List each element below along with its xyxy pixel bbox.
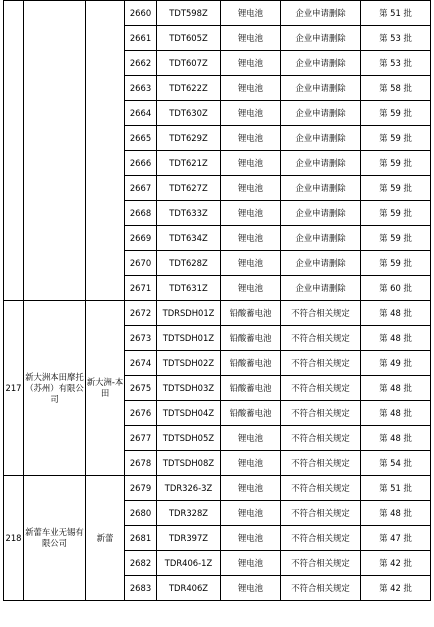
reason-cell: 不符合相关规定 xyxy=(281,426,361,451)
battery-type-cell: 锂电池 xyxy=(221,51,281,76)
row-number-cell: 2665 xyxy=(125,126,157,151)
reason-cell: 不符合相关规定 xyxy=(281,551,361,576)
batch-cell: 第 51 批 xyxy=(361,1,431,26)
batch-cell: 第 54 批 xyxy=(361,451,431,476)
reason-cell: 企业申请删除 xyxy=(281,176,361,201)
battery-type-cell: 锂电池 xyxy=(221,151,281,176)
brand-cell xyxy=(86,1,125,301)
table-row xyxy=(4,476,431,501)
company-cell: 新大洲本田摩托（苏州）有限公司 xyxy=(24,301,86,476)
seq-cell: 218 xyxy=(4,476,24,601)
row-number-cell: 2670 xyxy=(125,251,157,276)
batch-cell: 第 42 批 xyxy=(361,576,431,601)
model-cell: TDR406-1Z xyxy=(157,551,221,576)
row-number-cell: 2675 xyxy=(125,376,157,401)
row-number-cell: 2672 xyxy=(125,301,157,326)
battery-type-cell: 铅酸蓄电池 xyxy=(221,351,281,376)
row-number-cell: 2679 xyxy=(125,476,157,501)
battery-type-cell: 锂电池 xyxy=(221,501,281,526)
model-cell: TDTSDH03Z xyxy=(157,376,221,401)
reason-cell: 企业申请删除 xyxy=(281,226,361,251)
batch-cell: 第 48 批 xyxy=(361,501,431,526)
row-number-cell: 2681 xyxy=(125,526,157,551)
table-row xyxy=(4,1,431,26)
row-number-cell: 2682 xyxy=(125,551,157,576)
battery-type-cell: 铅酸蓄电池 xyxy=(221,326,281,351)
row-number-cell: 2678 xyxy=(125,451,157,476)
reason-cell: 不符合相关规定 xyxy=(281,451,361,476)
reason-cell: 不符合相关规定 xyxy=(281,351,361,376)
model-cell: TDT607Z xyxy=(157,51,221,76)
batch-cell: 第 48 批 xyxy=(361,376,431,401)
model-cell: TDR397Z xyxy=(157,526,221,551)
row-number-cell: 2683 xyxy=(125,576,157,601)
batch-cell: 第 59 批 xyxy=(361,176,431,201)
batch-cell: 第 47 批 xyxy=(361,526,431,551)
model-cell: TDT631Z xyxy=(157,276,221,301)
row-number-cell: 2674 xyxy=(125,351,157,376)
table-row xyxy=(4,301,431,326)
model-cell: TDT630Z xyxy=(157,101,221,126)
model-cell: TDT633Z xyxy=(157,201,221,226)
battery-type-cell: 锂电池 xyxy=(221,176,281,201)
batch-cell: 第 48 批 xyxy=(361,426,431,451)
brand-cell: 新大洲-本田 xyxy=(86,301,125,476)
battery-type-cell: 锂电池 xyxy=(221,201,281,226)
reason-cell: 不符合相关规定 xyxy=(281,501,361,526)
battery-type-cell: 锂电池 xyxy=(221,76,281,101)
table-body xyxy=(4,1,431,601)
batch-cell: 第 49 批 xyxy=(361,351,431,376)
batch-cell: 第 59 批 xyxy=(361,201,431,226)
battery-type-cell: 锂电池 xyxy=(221,26,281,51)
row-number-cell: 2660 xyxy=(125,1,157,26)
model-cell: TDT605Z xyxy=(157,26,221,51)
battery-type-cell: 锂电池 xyxy=(221,276,281,301)
model-cell: TDT627Z xyxy=(157,176,221,201)
batch-cell: 第 53 批 xyxy=(361,26,431,51)
battery-type-cell: 锂电池 xyxy=(221,126,281,151)
batch-cell: 第 60 批 xyxy=(361,276,431,301)
reason-cell: 企业申请删除 xyxy=(281,1,361,26)
row-number-cell: 2673 xyxy=(125,326,157,351)
model-cell: TDR326-3Z xyxy=(157,476,221,501)
row-number-cell: 2669 xyxy=(125,226,157,251)
model-cell: TDTSDH05Z xyxy=(157,426,221,451)
reason-cell: 企业申请删除 xyxy=(281,76,361,101)
battery-type-cell: 锂电池 xyxy=(221,101,281,126)
reason-cell: 不符合相关规定 xyxy=(281,301,361,326)
row-number-cell: 2662 xyxy=(125,51,157,76)
row-number-cell: 2676 xyxy=(125,401,157,426)
reason-cell: 不符合相关规定 xyxy=(281,376,361,401)
model-cell: TDTSDH02Z xyxy=(157,351,221,376)
reason-cell: 不符合相关规定 xyxy=(281,526,361,551)
model-cell: TDT628Z xyxy=(157,251,221,276)
battery-type-cell: 铅酸蓄电池 xyxy=(221,301,281,326)
row-number-cell: 2666 xyxy=(125,151,157,176)
model-cell: TDT629Z xyxy=(157,126,221,151)
reason-cell: 企业申请删除 xyxy=(281,276,361,301)
batch-cell: 第 59 批 xyxy=(361,101,431,126)
model-cell: TDT622Z xyxy=(157,76,221,101)
row-number-cell: 2663 xyxy=(125,76,157,101)
batch-cell: 第 53 批 xyxy=(361,51,431,76)
batch-cell: 第 59 批 xyxy=(361,126,431,151)
batch-cell: 第 59 批 xyxy=(361,226,431,251)
row-number-cell: 2680 xyxy=(125,501,157,526)
reason-cell: 企业申请删除 xyxy=(281,26,361,51)
reason-cell: 不符合相关规定 xyxy=(281,576,361,601)
row-number-cell: 2668 xyxy=(125,201,157,226)
batch-cell: 第 59 批 xyxy=(361,251,431,276)
model-cell: TDT621Z xyxy=(157,151,221,176)
batch-cell: 第 58 批 xyxy=(361,76,431,101)
battery-type-cell: 锂电池 xyxy=(221,551,281,576)
model-cell: TDR328Z xyxy=(157,501,221,526)
row-number-cell: 2677 xyxy=(125,426,157,451)
batch-cell: 第 48 批 xyxy=(361,326,431,351)
model-cell: TDTSDH04Z xyxy=(157,401,221,426)
row-number-cell: 2671 xyxy=(125,276,157,301)
battery-type-cell: 锂电池 xyxy=(221,226,281,251)
model-cell: TDR406Z xyxy=(157,576,221,601)
seq-cell xyxy=(4,1,24,301)
reason-cell: 企业申请删除 xyxy=(281,51,361,76)
removal-list-table xyxy=(3,0,431,601)
battery-type-cell: 锂电池 xyxy=(221,251,281,276)
row-number-cell: 2664 xyxy=(125,101,157,126)
model-cell: TDT634Z xyxy=(157,226,221,251)
battery-type-cell: 锂电池 xyxy=(221,451,281,476)
reason-cell: 企业申请删除 xyxy=(281,201,361,226)
model-cell: TDTSDH01Z xyxy=(157,326,221,351)
seq-cell: 217 xyxy=(4,301,24,476)
reason-cell: 不符合相关规定 xyxy=(281,326,361,351)
battery-type-cell: 锂电池 xyxy=(221,426,281,451)
batch-cell: 第 59 批 xyxy=(361,151,431,176)
model-cell: TDT598Z xyxy=(157,1,221,26)
company-cell xyxy=(24,1,86,301)
reason-cell: 企业申请删除 xyxy=(281,126,361,151)
battery-type-cell: 锂电池 xyxy=(221,576,281,601)
battery-type-cell: 锂电池 xyxy=(221,526,281,551)
reason-cell: 不符合相关规定 xyxy=(281,401,361,426)
reason-cell: 企业申请删除 xyxy=(281,101,361,126)
battery-type-cell: 铅酸蓄电池 xyxy=(221,376,281,401)
row-number-cell: 2661 xyxy=(125,26,157,51)
batch-cell: 第 48 批 xyxy=(361,401,431,426)
reason-cell: 企业申请删除 xyxy=(281,151,361,176)
batch-cell: 第 48 批 xyxy=(361,301,431,326)
row-number-cell: 2667 xyxy=(125,176,157,201)
reason-cell: 不符合相关规定 xyxy=(281,476,361,501)
company-cell: 新蕾车业无锡有限公司 xyxy=(24,476,86,601)
model-cell: TDRSDH01Z xyxy=(157,301,221,326)
battery-type-cell: 锂电池 xyxy=(221,476,281,501)
batch-cell: 第 42 批 xyxy=(361,551,431,576)
battery-type-cell: 铅酸蓄电池 xyxy=(221,401,281,426)
model-cell: TDTSDH08Z xyxy=(157,451,221,476)
reason-cell: 企业申请删除 xyxy=(281,251,361,276)
brand-cell: 新蕾 xyxy=(86,476,125,601)
battery-type-cell: 锂电池 xyxy=(221,1,281,26)
batch-cell: 第 51 批 xyxy=(361,476,431,501)
